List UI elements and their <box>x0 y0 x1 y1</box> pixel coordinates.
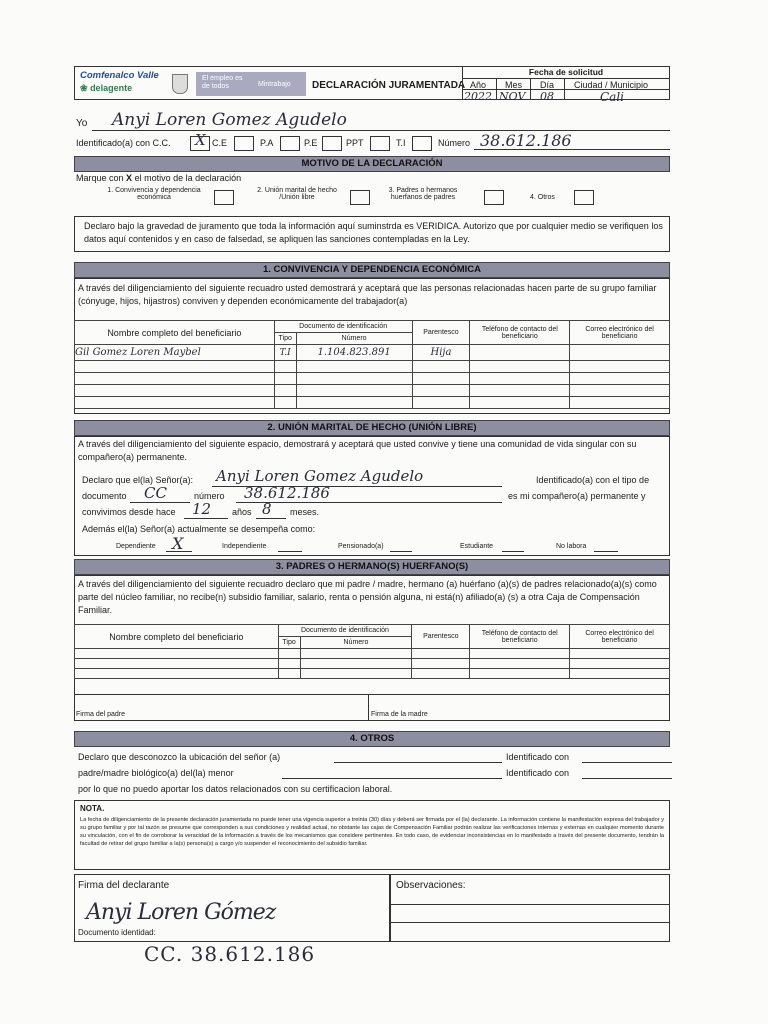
sec3-title: 3. PADRES O HERMANO(S) HUERFANO(S) <box>74 559 670 575</box>
ce-checkbox[interactable] <box>234 136 254 151</box>
row1-tipo[interactable]: T.I <box>274 345 296 361</box>
sec3-col-numero: Número <box>300 637 412 649</box>
opt1-label: 1. Convivencia y dependencia económica <box>107 187 201 201</box>
ppt-checkbox[interactable] <box>370 136 390 151</box>
yo-label: Yo <box>76 118 88 129</box>
table-row[interactable] <box>75 659 670 669</box>
opt4-label: 4. Otros <box>530 194 555 201</box>
doc-title: DECLARACIÓN JURAMENTADA <box>312 80 466 91</box>
sec2-text: A través del diligenciamiento del siguiente espacio, demostrará y aceptará que usted convive y tiene una comunidad de vida singular con su compañero(a) permanente. <box>78 439 637 462</box>
brand-bottom: delagente <box>90 83 133 93</box>
mintrabajo-text: Mintrabajo <box>258 81 291 88</box>
pe-checkbox[interactable] <box>322 136 342 151</box>
ciudad-value[interactable]: Cali <box>600 90 625 104</box>
table-row[interactable] <box>75 345 670 361</box>
nota-text: La fecha de diligenciamiento de la presente declaración juramentada no puede tener una vigencia superior a treinta (30) días y deberá ser firmada por el (la) declarante. La información contiene la manifestación expresa del trabajador y su grupo familiar y por tal razón se presume que corresponden a sus condiciones y realidad actual, no obstante las cajas de Compensación Familiar podrán realizar las verificaciones internas y externas en cualquier momento durante su vinculación, con el fin de corroborar la veracidad de la información a través de los mecanismos que considere pertinentes. En todo caso, de evidenciar inconsistencias en lo manifestado a través del presente documento, tendrán la facultad de retirar del grupo familiar a la(s) persona(s) a cargo y/o suspender el reconocimiento del subsidio familiar. <box>80 817 664 847</box>
ppt-label: PPT <box>346 138 364 148</box>
opt2-label: 2. Unión marital de hecho /Unión libre <box>257 187 337 201</box>
sec1-col-doc: Documento de identificación <box>274 321 412 333</box>
anio-label: Año <box>470 80 487 90</box>
sec1-col-correo: Correo electrónico del beneficiario <box>570 321 670 345</box>
sec2-no-labora: No labora <box>556 543 587 550</box>
sec3-col-correo: Correo electrónico del beneficiario <box>570 625 670 649</box>
motivo-title: MOTIVO DE LA DECLARACIÓN <box>74 156 670 172</box>
sec2-identificado-tipo: Identificado(a) con el tipo de <box>536 475 650 485</box>
table-row[interactable] <box>75 397 670 409</box>
documento-identidad-label: Documento identidad: <box>78 928 156 937</box>
sec2-numero-value[interactable]: 38.612.186 <box>244 484 330 502</box>
sec2-independiente: Independiente <box>222 543 267 550</box>
sec2-meses-label: meses. <box>290 507 320 517</box>
sec1-col-telefono: Teléfono de contacto del beneficiario <box>470 321 570 345</box>
sec2-documento-label: documento <box>82 491 127 501</box>
documento-identidad-value[interactable]: CC. 38.612.186 <box>144 942 316 966</box>
empleo-banner <box>196 72 306 96</box>
sec1-col-numero: Número <box>296 333 412 345</box>
row1-nombre[interactable]: Gil Gomez Loren Maybel <box>75 345 275 361</box>
opt2-checkbox[interactable] <box>350 190 370 205</box>
pa-checkbox[interactable] <box>280 136 300 151</box>
ti-label: T.I <box>396 138 406 148</box>
sec2-dependiente: Dependiente <box>116 543 156 550</box>
dia-value[interactable]: 08 <box>540 90 554 103</box>
cc-mark: X <box>195 131 206 149</box>
empleo-text: El empleo es de todos <box>202 75 243 90</box>
sec3-col-parentesco: Parentesco <box>412 625 470 649</box>
brand-logo <box>80 70 168 98</box>
sec1-title: 1. CONVIVENCIA Y DEPENDENCIA ECONÓMICA <box>74 262 670 278</box>
table-row[interactable] <box>75 669 670 679</box>
dia-label: Día <box>540 80 555 90</box>
sec1-col-parentesco: Parentesco <box>412 321 470 345</box>
anio-value[interactable]: 2022 <box>464 90 492 103</box>
sec3-col-nombre: Nombre completo del beneficiario <box>75 625 279 649</box>
brand-top: Comfenalco Valle <box>80 70 159 81</box>
sec4-identificado-1: Identificado con <box>506 752 570 762</box>
sec4-line1-label: Declaro que desconozco la ubicación del señor (a) <box>78 752 281 762</box>
opt1-checkbox[interactable] <box>214 190 234 205</box>
sec3-col-tipo: Tipo <box>278 637 300 649</box>
sec3-col-telefono: Teléfono de contacto del beneficiario <box>470 625 570 649</box>
row1-telefono[interactable] <box>470 345 570 361</box>
pa-label: P.A <box>260 138 274 148</box>
sec1-text: A través del diligenciamiento del siguiente recuadro usted demostrará y aceptará que las personas relacionadas hacen parte de su grupo familiar (cónyuge, hijos, hijastros) conviven y dependen económicamente del trabajador(a) <box>78 283 657 306</box>
observaciones-label: Observaciones: <box>396 880 466 891</box>
firma-padre-label: Firma del padre <box>76 711 126 718</box>
sec2-senor-value[interactable]: Anyi Loren Gomez Agudelo <box>216 467 424 485</box>
table-row[interactable] <box>75 373 670 385</box>
motivo-instruction: Marque con X el motivo de la declaración <box>76 173 242 183</box>
pe-label: P.E <box>304 138 318 148</box>
opt4-checkbox[interactable] <box>574 190 594 205</box>
ciudad-label: Ciudad / Municipio <box>574 80 649 90</box>
disclaimer-text: Declaro bajo la gravedad de juramento que toda la información aquí suminstrda es VERIDICA. Autorizo que por cualquier medio se verifiquen los datos aquí contenidos y en caso de falsedad, se apliquen las sanciones contempladas en la Ley. <box>84 221 663 244</box>
firma-label: Firma del declarante <box>78 880 170 891</box>
table-row[interactable] <box>75 385 670 397</box>
declarant-name[interactable]: Anyi Loren Gomez Agudelo <box>112 110 347 130</box>
sec3-table <box>74 624 670 679</box>
sec2-anios-value[interactable]: 12 <box>192 500 212 518</box>
sec2-pensionado: Pensionado(a) <box>338 543 384 550</box>
ti-checkbox[interactable] <box>412 136 432 151</box>
numero-value[interactable]: 38.612.186 <box>480 131 572 150</box>
sec4-line2-label: padre/madre biológico(a) del(la) menor <box>78 768 234 778</box>
fecha-label: Fecha de solicitud <box>528 67 604 77</box>
opt3-label: 3. Padres o hermanos huerfanos de padres <box>388 187 458 201</box>
sec2-convivimos-label: convivimos desde hace <box>82 507 176 517</box>
sec2-estudiante: Estudiante <box>460 543 494 550</box>
sec3-col-doc: Documento de identificación <box>278 625 412 637</box>
row1-correo[interactable] <box>570 345 670 361</box>
numero-label: Número <box>438 138 471 148</box>
mes-label: Mes <box>505 80 523 90</box>
opt3-checkbox[interactable] <box>484 190 504 205</box>
sec2-declaro-label: Declaro que el(la) Señor(a): <box>82 475 194 485</box>
nota-title: NOTA. <box>80 804 105 813</box>
firma-madre-label: Firma de la madre <box>371 711 428 718</box>
sec2-companero-label: es mi compañero(a) permanente y <box>508 491 646 501</box>
identificado-label: Identificado(a) con C.C. <box>76 138 171 148</box>
sec1-col-tipo: Tipo <box>274 333 296 345</box>
sec4-line3-label: por lo que no puedo aportar los datos relacionados con su certificacion laboral. <box>78 784 393 794</box>
table-row[interactable] <box>75 649 670 659</box>
sec2-numero-label: número <box>194 491 225 501</box>
sec4-title: 4. OTROS <box>74 731 670 747</box>
sec2-anios-label: años <box>232 507 252 517</box>
row1-numero[interactable]: 1.104.823.891 <box>296 345 412 361</box>
table-row[interactable] <box>75 361 670 373</box>
sec2-title: 2. UNIÓN MARITAL DE HECHO (UNIÓN LIBRE) <box>74 420 670 436</box>
sec2-documento-value[interactable]: CC <box>144 484 167 502</box>
sec2-meses-value[interactable]: 8 <box>262 500 272 518</box>
signature: Anyi Loren Gómez <box>86 900 276 925</box>
sec1-col-nombre: Nombre completo del beneficiario <box>75 321 275 345</box>
colombia-shield-icon <box>172 74 188 94</box>
sec2-ademas-label: Además el(la) Señor(a) actualmente se desempeña como: <box>82 524 316 534</box>
brand-swirl-icon: ❀ <box>80 83 88 93</box>
ce-label: C.E <box>212 138 228 148</box>
row1-parentesco[interactable]: Hija <box>412 345 470 361</box>
sec3-text: A través del diligenciamiento del siguiente recuadro declaro que mi padre / madre, hermano (a) huérfano (a)(s) de padres relacionado(a)(s) como parte del núcleo familiar, no recibe(n) subsidio familiar, salario, renta o pensión alguna, ni está(n) afiliado(a) (s) a otra Caja de Compensación Familiar. <box>78 579 657 615</box>
sec1-table <box>74 320 670 409</box>
sec4-identificado-2: Identificado con <box>506 768 570 778</box>
mes-value[interactable]: NOV <box>499 90 526 103</box>
sec2-dependiente-mark[interactable]: X <box>172 534 184 553</box>
